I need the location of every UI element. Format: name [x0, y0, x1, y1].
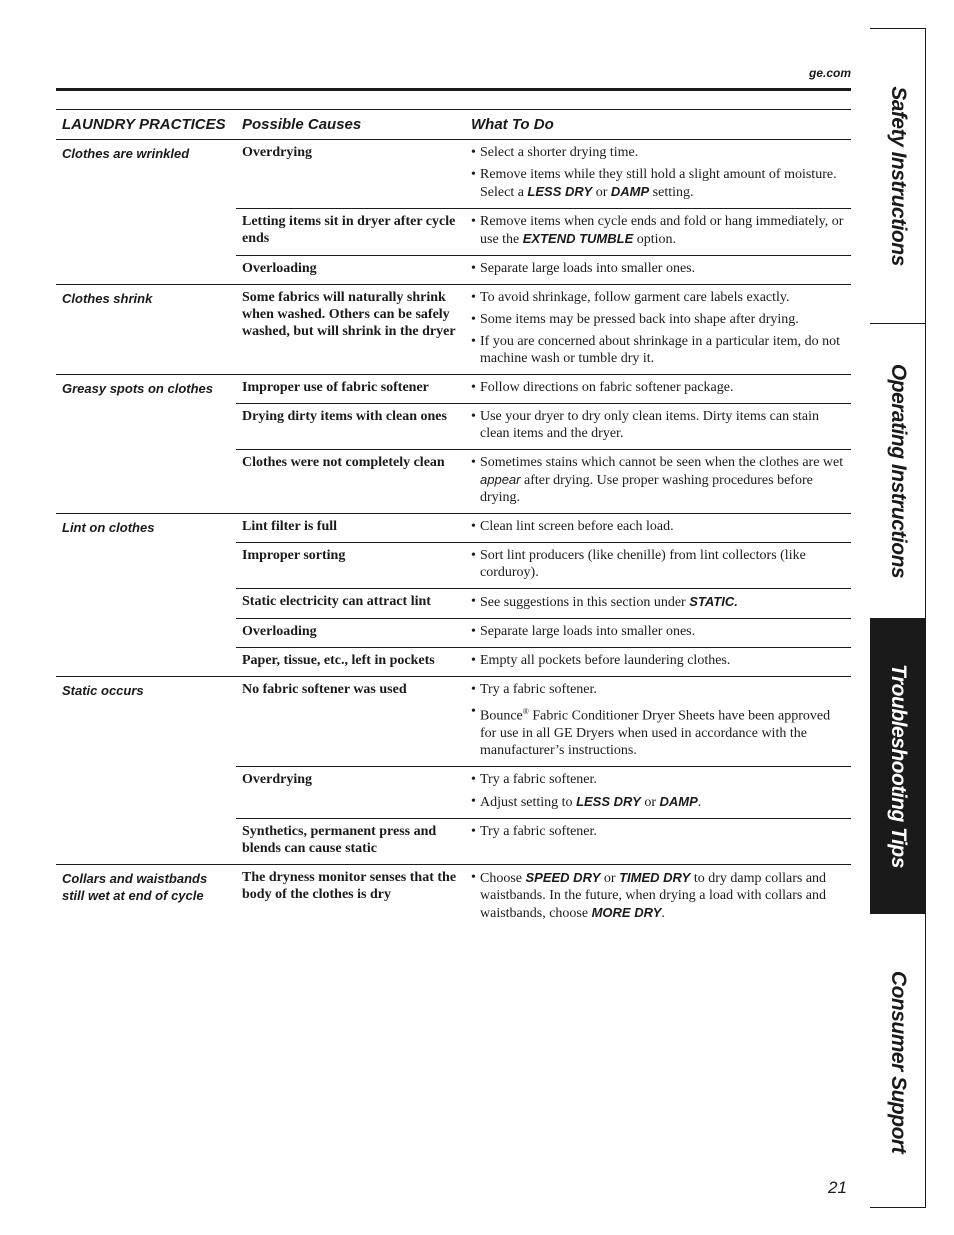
possible-cause: Synthetics, permanent press and blends can cause static — [236, 818, 465, 864]
text-run: after drying. Use proper washing procedures before drying. — [480, 473, 813, 505]
table-row — [56, 140, 851, 209]
possible-cause: Improper use of fabric softener — [236, 375, 465, 404]
table-row — [56, 677, 851, 767]
text-run: or — [592, 185, 611, 200]
what-to-do — [465, 404, 851, 450]
bullet-item — [471, 333, 847, 367]
bullet-icon: • — [471, 334, 476, 349]
setting-name: STATIC. — [689, 594, 738, 609]
bullet-icon: • — [471, 409, 476, 424]
what-to-do — [465, 543, 851, 589]
bullet-icon: • — [471, 594, 476, 609]
text-run: or — [600, 870, 620, 886]
possible-cause: Letting items sit in dryer after cycle ends — [236, 209, 465, 256]
bullet-item — [471, 144, 847, 161]
possible-cause: Drying dirty items with clean ones — [236, 404, 465, 450]
section-tabs — [870, 28, 926, 1208]
column-header-practices: LAUNDRY PRACTICES — [56, 110, 236, 140]
laundry-practice: Static occurs — [56, 677, 236, 865]
bullet-text — [480, 593, 738, 611]
text-run: If you are concerned about shrinkage in a particular item, do not machine wash or tumble dry it. — [480, 334, 840, 366]
possible-cause: Lint filter is full — [236, 514, 465, 543]
setting-name: DAMP — [659, 793, 698, 809]
tab-operating-instructions[interactable] — [870, 324, 926, 619]
what-to-do — [465, 514, 851, 543]
text-run: option. — [633, 232, 677, 247]
bullet-icon: • — [471, 261, 476, 276]
bullet-text — [480, 166, 847, 201]
laundry-practice: Lint on clothes — [56, 514, 236, 677]
bullet-text — [480, 408, 847, 442]
setting-name: TIMED DRY — [619, 869, 691, 885]
bullet-item — [471, 260, 847, 277]
what-to-do — [465, 256, 851, 285]
table-row — [56, 375, 851, 404]
column-header-todo: What To Do — [465, 110, 851, 140]
text-run: Bounce — [480, 708, 523, 724]
header-rule — [56, 88, 851, 91]
bullet-item — [471, 793, 847, 811]
laundry-practice: Clothes shrink — [56, 285, 236, 375]
bullet-item — [471, 703, 847, 759]
bullet-item — [471, 454, 847, 506]
text-run: Separate large loads into smaller ones. — [480, 261, 696, 276]
tab-safety-instructions[interactable] — [870, 29, 926, 324]
bullet-icon: • — [471, 624, 476, 639]
what-to-do — [465, 864, 851, 929]
bullet-item — [471, 547, 847, 581]
bullet-text — [480, 771, 597, 788]
text-run: Remove items when cycle ends and fold or hang immediately, or use the — [480, 214, 844, 247]
possible-cause: The dryness monitor senses that the body of the clothes is dry — [236, 864, 465, 929]
possible-cause: Overloading — [236, 256, 465, 285]
registered-mark: ® — [522, 707, 529, 716]
site-url: ge.com — [808, 66, 851, 80]
what-to-do — [465, 818, 851, 864]
bullet-item — [471, 869, 847, 922]
bullet-text — [480, 454, 847, 506]
what-to-do — [465, 209, 851, 256]
bullet-text — [480, 379, 733, 396]
text-run: Select a shorter drying time. — [480, 145, 639, 160]
text-run: Follow directions on fabric softener package. — [480, 380, 734, 395]
text-run: Fabric Conditioner Dryer Sheets have been approved for use in all GE Dryers when used in accordance with the manufacturer’s instructions. — [480, 708, 831, 758]
bullet-text — [480, 869, 847, 922]
bullet-text — [480, 793, 701, 811]
table-header-row — [56, 110, 851, 140]
bullet-text — [480, 547, 847, 581]
bullet-text — [480, 213, 847, 248]
text-run: . — [661, 905, 665, 921]
laundry-practice: Collars and waistbands still wet at end of cycle — [56, 864, 236, 929]
what-to-do — [465, 648, 851, 677]
bullet-item — [471, 771, 847, 788]
tab-label: Consumer Support — [887, 970, 911, 1153]
bullet-icon: • — [471, 793, 476, 809]
page-number: 21 — [828, 1178, 847, 1197]
bullet-icon: • — [471, 455, 476, 470]
possible-cause: Overloading — [236, 619, 465, 648]
text-run: See suggestions in this section under — [480, 595, 690, 610]
setting-name: DAMP — [610, 184, 650, 199]
bullet-text — [480, 823, 597, 840]
bullet-icon: • — [471, 653, 476, 668]
setting-name: MORE DRY — [591, 904, 662, 920]
emphasis-text: appear — [480, 472, 521, 487]
table-row — [56, 514, 851, 543]
bullet-item — [471, 593, 847, 611]
bullet-text — [480, 652, 730, 669]
bullet-icon: • — [471, 380, 476, 395]
bullet-text — [480, 518, 674, 535]
possible-cause: Some fabrics will naturally shrink when washed. Others can be safely washed, but will shrink in the dryer — [236, 285, 465, 375]
table-body — [56, 140, 851, 929]
bullet-icon: • — [471, 823, 476, 839]
text-run: Sometimes stains which cannot be seen when the clothes are wet — [480, 455, 844, 470]
possible-cause: Paper, tissue, etc., left in pockets — [236, 648, 465, 677]
bullet-text — [480, 623, 695, 640]
tab-consumer-support[interactable] — [870, 914, 926, 1209]
text-run: Choose — [480, 870, 526, 886]
text-run: setting. — [649, 185, 694, 200]
bullet-item — [471, 518, 847, 535]
troubleshooting-table — [56, 109, 851, 929]
bullet-item — [471, 166, 847, 201]
bullet-icon: • — [471, 548, 476, 563]
bullet-text — [480, 681, 597, 698]
bullet-text — [480, 703, 847, 759]
bullet-icon: • — [471, 214, 476, 229]
possible-cause: Improper sorting — [236, 543, 465, 589]
bullet-item — [471, 823, 847, 840]
bullet-item — [471, 623, 847, 640]
text-run: Empty all pockets before laundering clothes. — [480, 653, 731, 668]
bullet-icon: • — [471, 519, 476, 534]
laundry-practice: Clothes are wrinkled — [62, 146, 190, 161]
bullet-text — [480, 144, 638, 161]
bullet-icon: • — [471, 869, 476, 885]
bullet-item — [471, 652, 847, 669]
bullet-icon: • — [471, 682, 476, 697]
text-run: To avoid shrinkage, follow garment care labels exactly. — [480, 290, 790, 305]
what-to-do — [465, 589, 851, 619]
bullet-text — [480, 260, 695, 277]
text-run: . — [697, 794, 702, 810]
what-to-do — [465, 285, 851, 375]
possible-cause: No fabric softener was used — [236, 677, 465, 767]
text-run: to dry damp collars and waistbands. In the future, when drying a load with collars and waistbands, choose — [480, 870, 827, 921]
possible-cause: Overdrying — [242, 145, 312, 160]
tab-label: Troubleshooting Tips — [887, 664, 911, 868]
text-run: Remove items while they still hold a slight amount of moisture. Select a — [480, 167, 837, 200]
bullet-icon: • — [471, 145, 476, 160]
what-to-do — [465, 677, 851, 767]
column-header-causes: Possible Causes — [236, 110, 465, 140]
tab-label: Operating Instructions — [887, 363, 910, 579]
table-row — [56, 864, 851, 929]
laundry-practice: Greasy spots on clothes — [56, 375, 236, 514]
bullet-item — [471, 681, 847, 698]
what-to-do — [465, 619, 851, 648]
possible-cause: Static electricity can attract lint — [236, 589, 465, 619]
tab-troubleshooting-tips[interactable] — [870, 619, 926, 914]
what-to-do — [465, 140, 851, 209]
bullet-item — [471, 379, 847, 396]
text-run: Try a fabric softener. — [480, 771, 597, 787]
setting-name: EXTEND TUMBLE — [522, 231, 634, 246]
text-run: Clean lint screen before each load. — [480, 519, 674, 534]
text-run: or — [640, 794, 660, 810]
setting-name: LESS DRY — [527, 184, 593, 199]
possible-cause: Clothes were not completely clean — [236, 450, 465, 514]
bullet-text — [480, 333, 847, 367]
bullet-icon: • — [471, 771, 476, 787]
setting-name: LESS DRY — [576, 793, 641, 809]
setting-name: SPEED DRY — [525, 869, 601, 885]
what-to-do — [465, 450, 851, 514]
bullet-icon: • — [471, 312, 476, 327]
text-run: Sort lint producers (like chenille) from lint collectors (like corduroy). — [480, 548, 806, 580]
text-run: Separate large loads into smaller ones. — [480, 624, 696, 639]
bullet-text — [480, 311, 799, 328]
text-run: Some items may be pressed back into shape after drying. — [480, 312, 799, 327]
bullet-item — [471, 311, 847, 328]
table-row — [56, 285, 851, 375]
bullet-text — [480, 289, 790, 306]
text-run: Adjust setting to — [480, 794, 577, 810]
bullet-item — [471, 289, 847, 306]
possible-cause: Overdrying — [236, 766, 465, 818]
text-run: Try a fabric softener. — [480, 823, 597, 839]
text-run: Try a fabric softener. — [480, 682, 597, 697]
bullet-item — [471, 408, 847, 442]
what-to-do — [465, 375, 851, 404]
bullet-item — [471, 213, 847, 248]
bullet-icon: • — [471, 704, 476, 719]
bullet-icon: • — [471, 290, 476, 305]
tab-label: Safety Instructions — [887, 86, 911, 266]
what-to-do — [465, 766, 851, 818]
text-run: Use your dryer to dry only clean items. Dirty items can stain clean items and the dryer. — [480, 409, 820, 441]
bullet-icon: • — [471, 167, 476, 182]
